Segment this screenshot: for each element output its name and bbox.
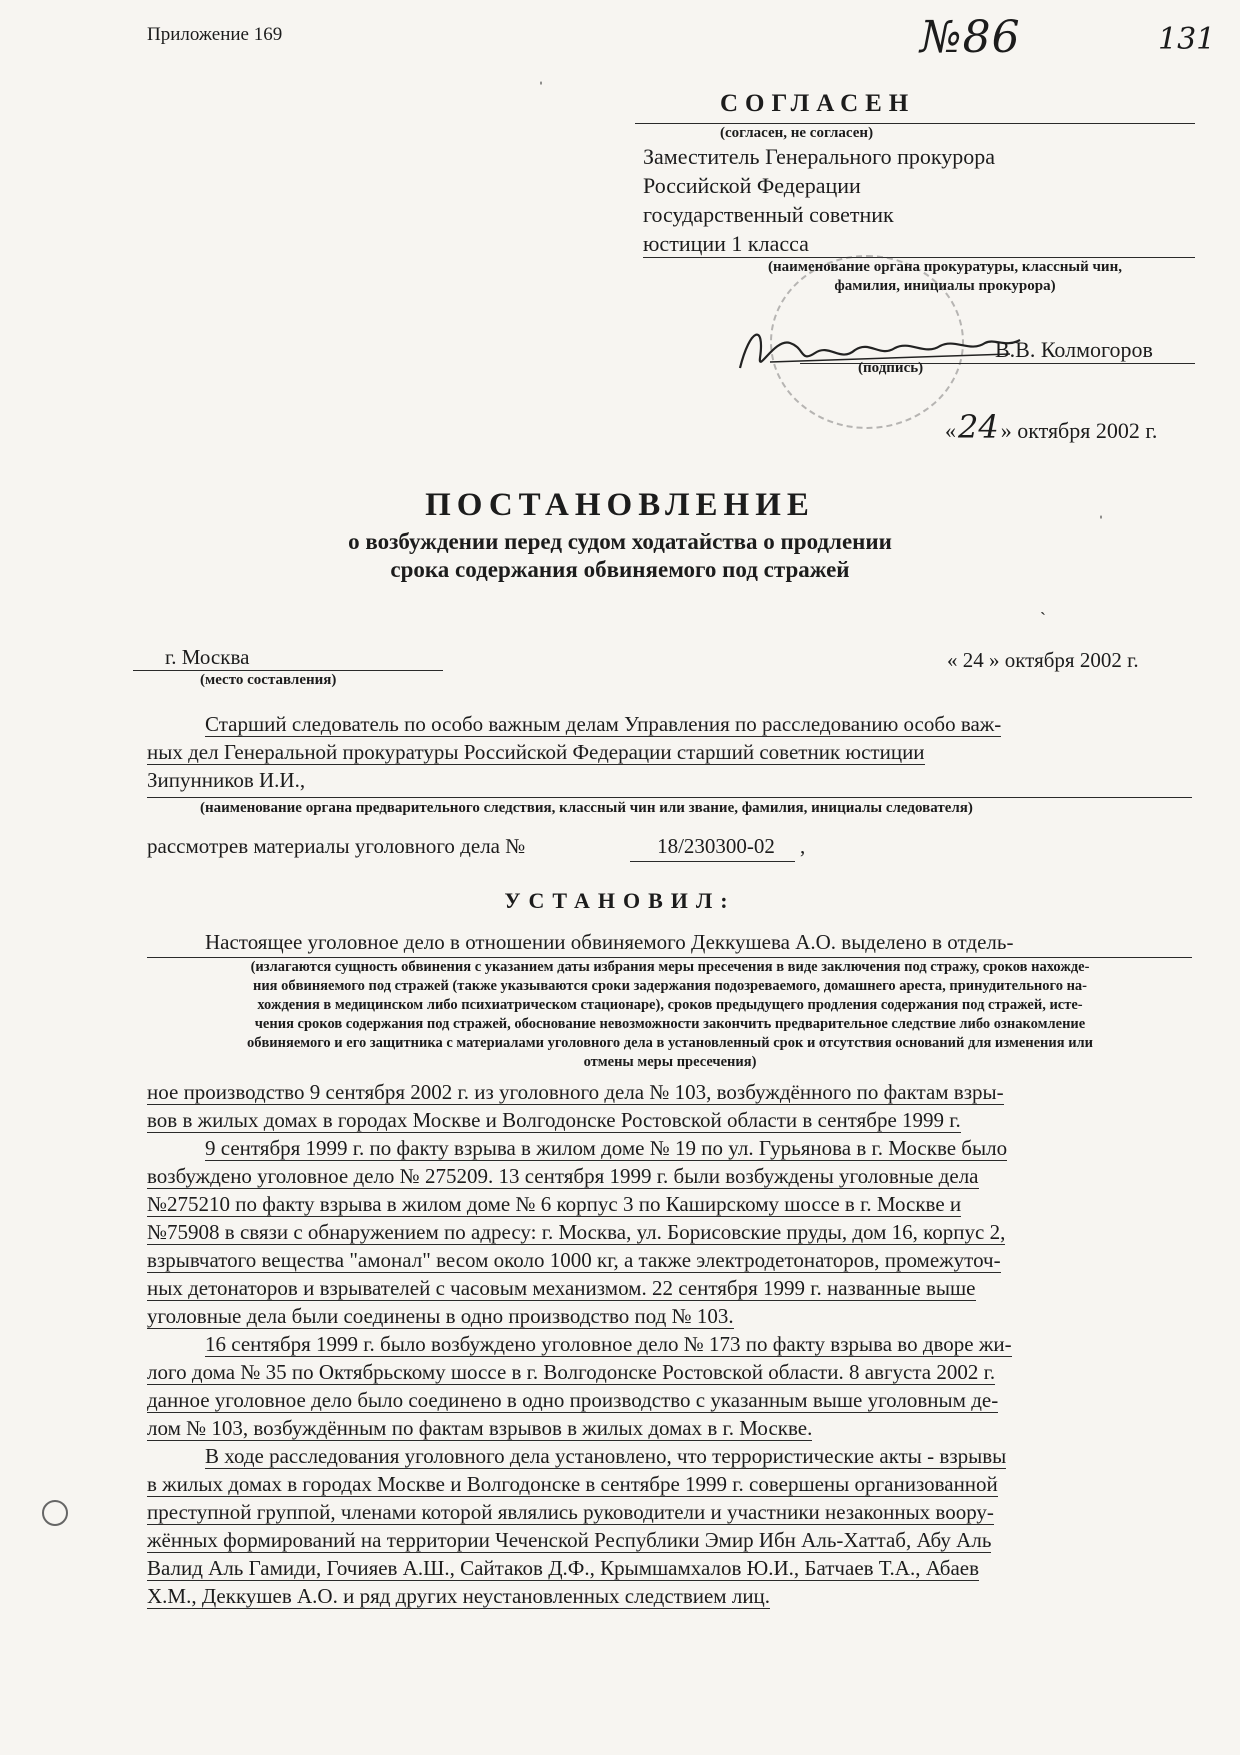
approver-line: государственный советник [643, 202, 894, 227]
body-line: лого дома № 35 по Октябрьскому шоссе в г. Волгодонске Ростовской области. 8 августа 2002 г. [147, 1360, 996, 1384]
body-line: жённых формирований на территории Чеченской Республики Эмир Ибн Аль-Хаттаб, Абу Аль [147, 1528, 992, 1552]
approver-block [643, 142, 995, 258]
approval-title-hint: (согласен, не согласен) [720, 125, 874, 141]
body-line: №275210 по факту взрыва в жилом доме № 6 корпус 3 по Каширскому шоссе в г. Москве и [147, 1192, 962, 1216]
body-line: Х.М., Деккушев А.О. и ряд других неустановленных следствием лиц. [147, 1584, 771, 1608]
approver-line: Российской Федерации [643, 173, 861, 198]
place-value: г. Москва [165, 645, 250, 669]
case-comma: , [800, 834, 806, 858]
body-line: взрывчатого вещества "амонал" весом около 1000 кг, а также электродетонаторов, промежуточ- [147, 1248, 1001, 1272]
paragraph [147, 1078, 1192, 1134]
approver-hint-line: (наименование органа прокуратуры, классный чин, [768, 259, 1122, 275]
case-number: 18/230300-02 [657, 834, 775, 858]
body-line: 16 сентября 1999 г. было возбуждено уголовное дело № 173 по факту взрыва во дворе жи- [205, 1332, 1012, 1356]
investigator-line: Зипунников И.И., [147, 768, 306, 792]
description-hint [150, 958, 1190, 1072]
paragraph [147, 1330, 1192, 1442]
body-line: Валид Аль Гамиди, Гочияев А.Ш., Сайтаков Д.Ф., Крымшамхалов Ю.И., Батчаев Т.А., Абаев [147, 1556, 980, 1580]
hint-line: (излагаются сущность обвинения с указанием даты избрания меры пресечения в виде заключения под стражу, сроков нахожде- [250, 959, 1090, 975]
body-line: ное производство 9 сентября 2002 г. из уголовного дела № 103, возбуждённого по фактам взры- [147, 1080, 1004, 1104]
hint-line: отмены меры пресечения) [583, 1054, 757, 1070]
investigator-line: Старший следователь по особо важным делам Управления по расследованию особо важ- [205, 712, 1002, 736]
body-line: лом № 103, возбуждённым по фактам взрывов в жилых домах в г. Москве. [147, 1416, 813, 1440]
body-text [147, 1078, 1192, 1610]
appendix-label: Приложение 169 [147, 24, 283, 45]
investigator-line: ных дел Генеральной прокуратуры Российской Федерации старший советник юстиции [147, 740, 925, 764]
hint-line: хождения в медицинском либо психиатрическом стационаре), сроков предыдущего продления содержания под стражей, исте- [257, 997, 1083, 1013]
pen-mark: ˈ [538, 78, 544, 98]
document-subtitle [0, 528, 1240, 584]
date-rest: » октября 2002 г. [1000, 418, 1158, 443]
hint-line: ния обвиняемого под стражей (также указываются сроки задержания подозреваемого, домашнего ареста, принудительного на- [252, 978, 1088, 994]
paragraph [147, 1134, 1192, 1330]
established-heading: УСТАНОВИЛ: [504, 888, 736, 913]
handwritten-day: 24 [958, 408, 999, 446]
approval-title: СОГЛАСЕН [720, 90, 916, 117]
punch-hole-mark [42, 1500, 68, 1526]
hint-line: обвиняемого и его защитника с материалами уголовного дела в установленный срок и отсутствия оснований для изменения или [246, 1035, 1094, 1051]
handwritten-page-number: 131 [1158, 22, 1216, 57]
body-line: В ходе расследования уголовного дела установлено, что террористические акты - взрывы [205, 1444, 1007, 1468]
document-title: ПОСТАНОВЛЕНИЕ [425, 487, 815, 523]
hint-line: чения сроков содержания под стражей, обоснование невозможности закончить предварительное следствие либо ознакомление [254, 1016, 1086, 1032]
body-line: уголовные дела были соединены в одно производство под № 103. [147, 1304, 734, 1328]
investigator-hint: (наименование органа предварительного следствия, классный чин или звание, фамилия, инициалы следователя) [200, 800, 973, 816]
subtitle-line: о возбуждении перед судом ходатайства о продлении [348, 529, 892, 554]
approver-line: юстиции 1 класса [643, 231, 809, 256]
approver-hint-line: фамилия, инициалы прокурора) [834, 278, 1056, 294]
date-quote: « [945, 418, 956, 443]
first-body-line [147, 930, 1192, 955]
pen-mark: ˏ [1040, 595, 1046, 615]
body-line: ных детонаторов и взрывателей с часовым механизмом. 22 сентября 1999 г. названные выше [147, 1276, 976, 1300]
body-line: 9 сентября 1999 г. по факту взрыва в жилом доме № 19 по ул. Гурьянова в г. Москве было [205, 1136, 1008, 1160]
approval-date [945, 408, 1157, 446]
body-line: преступной группой, членами которой являлись руководители и участники незаконных воору- [147, 1500, 994, 1524]
approval-title-rule [635, 123, 1195, 124]
investigator-block [147, 710, 1182, 794]
first-line-text: Настоящее уголовное дело в отношении обвиняемого Деккушева А.О. выделено в отдель- [205, 930, 1014, 954]
body-line: возбуждено уголовное дело № 275209. 13 сентября 1999 г. были возбуждены уголовные дела [147, 1164, 979, 1188]
case-label: рассмотрев материалы уголовного дела № [147, 834, 526, 858]
body-line: №75908 в связи с обнаружением по адресу: г. Москва, ул. Борисовские пруды, дом 16, корпус 2, [147, 1220, 1006, 1244]
paragraph [147, 1442, 1192, 1610]
investigator-rule [147, 797, 1192, 798]
document-date: « 24 » октября 2002 г. [947, 648, 1139, 672]
handwritten-doc-number: №86 [920, 12, 1021, 63]
case-number-rule [630, 861, 795, 862]
signature-hint: (подпись) [858, 360, 924, 376]
body-line: данное уголовное дело было соединено в одно производство с указанным выше уголовным де- [147, 1388, 999, 1412]
place-rule [133, 670, 443, 671]
subtitle-line: срока содержания обвиняемого под стражей [390, 557, 850, 582]
signer-name: В.В. Колмогоров [995, 337, 1153, 362]
body-line: в жилых домах в городах Москве и Волгодонске в сентябре 1999 г. совершены организованной [147, 1472, 998, 1496]
pen-mark: ˈ [1098, 512, 1104, 532]
place-hint: (место составления) [200, 672, 337, 688]
body-line: вов в жилых домах в городах Москве и Волгодонске Ростовской области в сентябре 1999 г. [147, 1108, 961, 1132]
approver-line: Заместитель Генерального прокурора [643, 144, 996, 169]
